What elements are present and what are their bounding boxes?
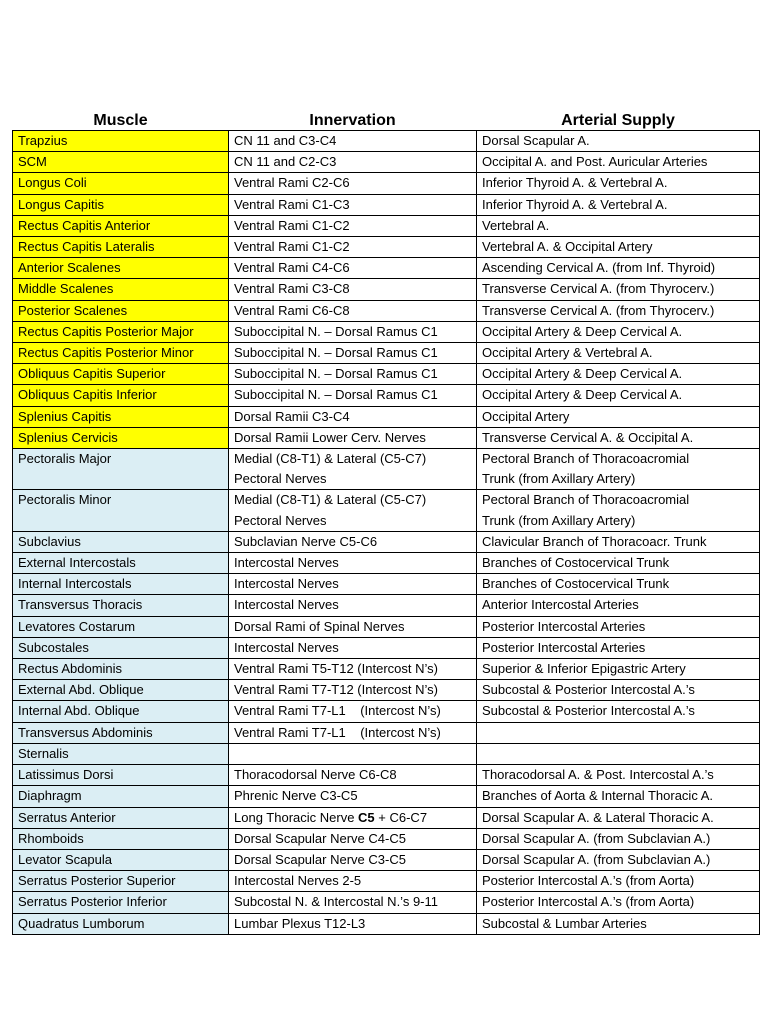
innervation-cell: Intercostal Nerves 2-5 bbox=[229, 871, 477, 892]
table-row bbox=[13, 849, 760, 870]
muscle-cell: Transversus Thoracis bbox=[13, 595, 229, 616]
innervation-cell: Dorsal Ramii Lower Cerv. Nerves bbox=[229, 427, 477, 448]
arterial-cell bbox=[477, 449, 760, 490]
muscle-cell: Levator Scapula bbox=[13, 849, 229, 870]
innervation-cell bbox=[229, 490, 477, 531]
arterial-cell: Subcostal & Posterior Intercostal A.’s bbox=[477, 680, 760, 701]
muscle-cell: SCM bbox=[13, 152, 229, 173]
table-row bbox=[13, 279, 760, 300]
muscle-cell: Anterior Scalenes bbox=[13, 258, 229, 279]
arterial-cell: Occipital A. and Post. Auricular Arteries bbox=[477, 152, 760, 173]
table-row bbox=[13, 722, 760, 743]
innervation-cell bbox=[229, 743, 477, 764]
innervation-cell: Subcostal N. & Intercostal N.’s 9-11 bbox=[229, 892, 477, 913]
arterial-cell: Subcostal & Posterior Intercostal A.’s bbox=[477, 701, 760, 722]
table-row bbox=[13, 786, 760, 807]
arterial-cell bbox=[477, 722, 760, 743]
muscle-cell: External Intercostals bbox=[13, 553, 229, 574]
muscle-cell: Rectus Capitis Posterior Minor bbox=[13, 343, 229, 364]
arterial-line: Pectoral Branch of Thoracoacromial bbox=[482, 451, 690, 467]
innervation-cell: Intercostal Nerves bbox=[229, 595, 477, 616]
innervation-line: Pectoral Nerves bbox=[234, 471, 327, 487]
muscle-cell: Rhomboids bbox=[13, 828, 229, 849]
innervation-line: Medial (C8-T1) & Lateral (C5-C7) bbox=[234, 492, 427, 508]
arterial-cell: Posterior Intercostal A.’s (from Aorta) bbox=[477, 892, 760, 913]
innervation-cell: Dorsal Rami of Spinal Nerves bbox=[229, 616, 477, 637]
innervation-cell: Dorsal Scapular Nerve C3-C5 bbox=[229, 849, 477, 870]
arterial-cell: Posterior Intercostal Arteries bbox=[477, 616, 760, 637]
innervation-cell: Intercostal Nerves bbox=[229, 574, 477, 595]
table-row bbox=[13, 743, 760, 764]
arterial-cell: Posterior Intercostal Arteries bbox=[477, 637, 760, 658]
table-row bbox=[13, 913, 760, 934]
arterial-cell: Transverse Cervical A. & Occipital A. bbox=[477, 427, 760, 448]
table-row bbox=[13, 616, 760, 637]
arterial-cell: Branches of Aorta & Internal Thoracic A. bbox=[477, 786, 760, 807]
muscle-cell: Rectus Abdominis bbox=[13, 659, 229, 680]
innervation-line: Medial (C8-T1) & Lateral (C5-C7) bbox=[234, 451, 427, 467]
muscle-cell: Rectus Capitis Posterior Major bbox=[13, 321, 229, 342]
arterial-cell: Dorsal Scapular A. (from Subclavian A.) bbox=[477, 849, 760, 870]
header-innervation: Innervation bbox=[309, 112, 396, 129]
innervation-cell: CN 11 and C2-C3 bbox=[229, 152, 477, 173]
arterial-cell: Branches of Costocervical Trunk bbox=[477, 574, 760, 595]
muscle-cell: Serratus Posterior Superior bbox=[13, 871, 229, 892]
table-row bbox=[13, 152, 760, 173]
muscle-cell: Subcostales bbox=[13, 637, 229, 658]
innervation-cell bbox=[229, 449, 477, 490]
arterial-cell: Anterior Intercostal Arteries bbox=[477, 595, 760, 616]
innervation-cell: Ventral Rami T7-T12 (Intercost N’s) bbox=[229, 680, 477, 701]
muscle-cell: Pectoralis Major bbox=[13, 449, 229, 490]
arterial-line: Pectoral Branch of Thoracoacromial bbox=[482, 492, 690, 508]
muscle-cell: Splenius Capitis bbox=[13, 406, 229, 427]
muscle-cell: External Abd. Oblique bbox=[13, 680, 229, 701]
innervation-cell: Dorsal Scapular Nerve C4-C5 bbox=[229, 828, 477, 849]
arterial-cell: Thoracodorsal A. & Post. Intercostal A.’s bbox=[477, 765, 760, 786]
muscle-cell: Splenius Cervicis bbox=[13, 427, 229, 448]
arterial-line: Trunk (from Axillary Artery) bbox=[482, 512, 636, 528]
innervation-cell: Ventral Rami C2-C6 bbox=[229, 173, 477, 194]
innervation-cell: Lumbar Plexus T12-L3 bbox=[229, 913, 477, 934]
arterial-cell: Occipital Artery & Deep Cervical A. bbox=[477, 364, 760, 385]
innervation-text: + C6-C7 bbox=[374, 809, 428, 825]
arterial-cell: Clavicular Branch of Thoracoacr. Trunk bbox=[477, 531, 760, 552]
arterial-cell: Inferior Thyroid A. & Vertebral A. bbox=[477, 194, 760, 215]
innervation-cell bbox=[229, 807, 477, 828]
muscle-cell: Longus Coli bbox=[13, 173, 229, 194]
innervation-line: Pectoral Nerves bbox=[234, 512, 327, 528]
innervation-cell: Ventral Rami C1-C3 bbox=[229, 194, 477, 215]
innervation-cell: CN 11 and C3-C4 bbox=[229, 131, 477, 152]
innervation-cell: Subclavian Nerve C5-C6 bbox=[229, 531, 477, 552]
arterial-cell: Posterior Intercostal A.’s (from Aorta) bbox=[477, 871, 760, 892]
innervation-cell: Phrenic Nerve C3-C5 bbox=[229, 786, 477, 807]
muscle-cell: Posterior Scalenes bbox=[13, 300, 229, 321]
header-arterial-supply: Arterial Supply bbox=[561, 112, 675, 129]
table-row bbox=[13, 553, 760, 574]
innervation-bold-text: C5 bbox=[358, 809, 375, 825]
muscle-cell: Internal Abd. Oblique bbox=[13, 701, 229, 722]
muscle-cell: Transversus Abdominis bbox=[13, 722, 229, 743]
muscle-cell: Levatores Costarum bbox=[13, 616, 229, 637]
innervation-cell: Suboccipital N. – Dorsal Ramus C1 bbox=[229, 321, 477, 342]
muscle-cell: Obliquus Capitis Inferior bbox=[13, 385, 229, 406]
arterial-cell: Subcostal & Lumbar Arteries bbox=[477, 913, 760, 934]
table-row bbox=[13, 574, 760, 595]
arterial-cell: Vertebral A. bbox=[477, 215, 760, 236]
arterial-cell: Occipital Artery bbox=[477, 406, 760, 427]
innervation-text: Long Thoracic Nerve bbox=[234, 809, 359, 825]
innervation-cell: Ventral Rami C4-C6 bbox=[229, 258, 477, 279]
muscle-cell: Diaphragm bbox=[13, 786, 229, 807]
muscle-table bbox=[12, 108, 760, 935]
table-row bbox=[13, 595, 760, 616]
arterial-cell: Superior & Inferior Epigastric Artery bbox=[477, 659, 760, 680]
muscle-cell: Longus Capitis bbox=[13, 194, 229, 215]
arterial-cell: Occipital Artery & Vertebral A. bbox=[477, 343, 760, 364]
innervation-cell: Suboccipital N. – Dorsal Ramus C1 bbox=[229, 364, 477, 385]
table-row bbox=[13, 321, 760, 342]
innervation-cell: Intercostal Nerves bbox=[229, 553, 477, 574]
table-row bbox=[13, 892, 760, 913]
arterial-line: Trunk (from Axillary Artery) bbox=[482, 471, 636, 487]
arterial-cell: Transverse Cervical A. (from Thyrocerv.) bbox=[477, 300, 760, 321]
header-muscle: Muscle bbox=[93, 112, 148, 129]
table-row bbox=[13, 131, 760, 152]
muscle-cell: Internal Intercostals bbox=[13, 574, 229, 595]
innervation-cell: Ventral Rami T5-T12 (Intercost N’s) bbox=[229, 659, 477, 680]
arterial-cell bbox=[477, 490, 760, 531]
table-row bbox=[13, 659, 760, 680]
arterial-cell: Dorsal Scapular A. (from Subclavian A.) bbox=[477, 828, 760, 849]
muscle-cell: Pectoralis Minor bbox=[13, 490, 229, 531]
innervation-cell: Ventral Rami T7-L1 (Intercost N’s) bbox=[229, 701, 477, 722]
table-row bbox=[13, 531, 760, 552]
table-row bbox=[13, 406, 760, 427]
arterial-cell: Dorsal Scapular A. & Lateral Thoracic A. bbox=[477, 807, 760, 828]
innervation-cell: Thoracodorsal Nerve C6-C8 bbox=[229, 765, 477, 786]
arterial-cell: Dorsal Scapular A. bbox=[477, 131, 760, 152]
muscle-cell: Trapzius bbox=[13, 131, 229, 152]
muscle-cell: Middle Scalenes bbox=[13, 279, 229, 300]
muscle-cell: Latissimus Dorsi bbox=[13, 765, 229, 786]
table-row bbox=[13, 173, 760, 194]
table-row bbox=[13, 300, 760, 321]
table-row bbox=[13, 828, 760, 849]
muscle-cell: Rectus Capitis Lateralis bbox=[13, 237, 229, 258]
muscle-cell: Quadratus Lumborum bbox=[13, 913, 229, 934]
muscle-cell: Sternalis bbox=[13, 743, 229, 764]
arterial-cell: Ascending Cervical A. (from Inf. Thyroid) bbox=[477, 258, 760, 279]
table-row bbox=[13, 427, 760, 448]
table-row bbox=[13, 385, 760, 406]
table-row bbox=[13, 194, 760, 215]
table-row bbox=[13, 237, 760, 258]
table-row bbox=[13, 871, 760, 892]
innervation-cell: Suboccipital N. – Dorsal Ramus C1 bbox=[229, 343, 477, 364]
innervation-cell: Ventral Rami C1-C2 bbox=[229, 215, 477, 236]
muscle-cell: Serratus Anterior bbox=[13, 807, 229, 828]
table-row bbox=[13, 765, 760, 786]
innervation-cell: Ventral Rami C6-C8 bbox=[229, 300, 477, 321]
table-row bbox=[13, 364, 760, 385]
table-row bbox=[13, 701, 760, 722]
arterial-cell: Occipital Artery & Deep Cervical A. bbox=[477, 385, 760, 406]
table-row bbox=[13, 637, 760, 658]
arterial-cell: Inferior Thyroid A. & Vertebral A. bbox=[477, 173, 760, 194]
arterial-cell: Transverse Cervical A. (from Thyrocerv.) bbox=[477, 279, 760, 300]
table-row bbox=[13, 449, 760, 490]
muscle-cell: Subclavius bbox=[13, 531, 229, 552]
innervation-cell: Ventral Rami C1-C2 bbox=[229, 237, 477, 258]
innervation-cell: Intercostal Nerves bbox=[229, 637, 477, 658]
innervation-cell: Dorsal Ramii C3-C4 bbox=[229, 406, 477, 427]
table-row bbox=[13, 490, 760, 531]
arterial-cell bbox=[477, 743, 760, 764]
header-row bbox=[13, 108, 760, 131]
innervation-cell: Ventral Rami T7-L1 (Intercost N’s) bbox=[229, 722, 477, 743]
table-row bbox=[13, 680, 760, 701]
muscle-cell: Serratus Posterior Inferior bbox=[13, 892, 229, 913]
arterial-cell: Branches of Costocervical Trunk bbox=[477, 553, 760, 574]
innervation-cell: Suboccipital N. – Dorsal Ramus C1 bbox=[229, 385, 477, 406]
table-row bbox=[13, 343, 760, 364]
table-row bbox=[13, 215, 760, 236]
arterial-cell: Occipital Artery & Deep Cervical A. bbox=[477, 321, 760, 342]
table-row bbox=[13, 807, 760, 828]
muscle-cell: Obliquus Capitis Superior bbox=[13, 364, 229, 385]
table-row bbox=[13, 258, 760, 279]
muscle-cell: Rectus Capitis Anterior bbox=[13, 215, 229, 236]
arterial-cell: Vertebral A. & Occipital Artery bbox=[477, 237, 760, 258]
innervation-cell: Ventral Rami C3-C8 bbox=[229, 279, 477, 300]
